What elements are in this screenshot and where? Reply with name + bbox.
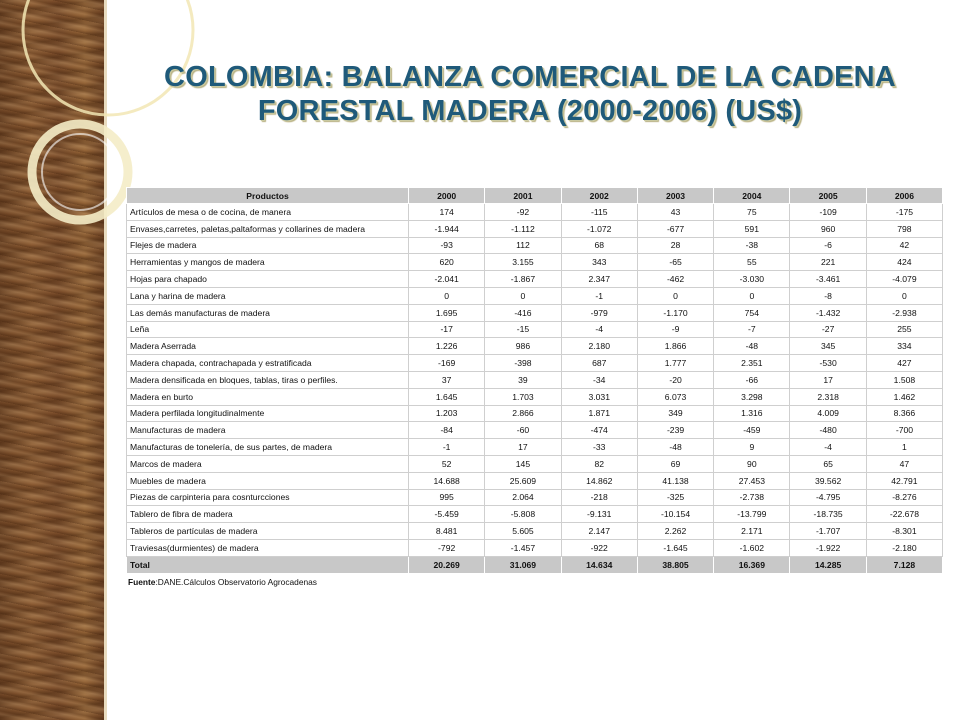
product-name-cell: Lana y harina de madera	[127, 287, 409, 304]
value-cell: 255	[866, 321, 942, 338]
table-row	[127, 523, 943, 540]
value-cell: 1.871	[561, 405, 637, 422]
value-cell: -1	[409, 439, 485, 456]
value-cell: 42	[866, 237, 942, 254]
value-cell: -5.459	[409, 506, 485, 523]
value-cell: 145	[485, 455, 561, 472]
value-cell: -4.079	[866, 271, 942, 288]
value-cell: -93	[409, 237, 485, 254]
value-cell: -6	[790, 237, 866, 254]
slide-title	[120, 60, 940, 128]
value-cell: -218	[561, 489, 637, 506]
product-name-cell: Flejes de madera	[127, 237, 409, 254]
value-cell: -18.735	[790, 506, 866, 523]
value-cell: 334	[866, 338, 942, 355]
value-cell: 25.609	[485, 472, 561, 489]
header-year: 2002	[561, 188, 637, 204]
product-name-cell: Herramientas y mangos de madera	[127, 254, 409, 271]
value-cell: -474	[561, 422, 637, 439]
value-cell: -700	[866, 422, 942, 439]
value-cell: 349	[637, 405, 713, 422]
product-name-cell: Piezas de carpinteria para cosnturcciones	[127, 489, 409, 506]
header-year: 2005	[790, 188, 866, 204]
table-row	[127, 506, 943, 523]
value-cell: -115	[561, 204, 637, 221]
total-value-cell: 14.285	[790, 556, 866, 573]
header-year: 2000	[409, 188, 485, 204]
trade-balance-table-container	[126, 187, 942, 587]
value-cell: 90	[714, 455, 790, 472]
product-name-cell: Tableros de partículas de madera	[127, 523, 409, 540]
value-cell: 0	[637, 287, 713, 304]
product-name-cell: Artículos de mesa o de cocina, de manera	[127, 204, 409, 221]
product-name-cell: Tablero de fibra de madera	[127, 506, 409, 523]
table-row	[127, 388, 943, 405]
value-cell: -239	[637, 422, 713, 439]
value-cell: 427	[866, 355, 942, 372]
product-name-cell: Marcos de madera	[127, 455, 409, 472]
value-cell: 1	[866, 439, 942, 456]
value-cell: 2.347	[561, 271, 637, 288]
value-cell: 68	[561, 237, 637, 254]
value-cell: -459	[714, 422, 790, 439]
value-cell: -530	[790, 355, 866, 372]
value-cell: 620	[409, 254, 485, 271]
value-cell: -9	[637, 321, 713, 338]
value-cell: -109	[790, 204, 866, 221]
value-cell: 43	[637, 204, 713, 221]
value-cell: 41.138	[637, 472, 713, 489]
product-name-cell: Leña	[127, 321, 409, 338]
value-cell: -20	[637, 371, 713, 388]
value-cell: -27	[790, 321, 866, 338]
value-cell: 8.366	[866, 405, 942, 422]
value-cell: -8.301	[866, 523, 942, 540]
value-cell: -922	[561, 539, 637, 556]
total-value-cell: 7.128	[866, 556, 942, 573]
value-cell: 8.481	[409, 523, 485, 540]
table-row	[127, 371, 943, 388]
value-cell: -66	[714, 371, 790, 388]
value-cell: 55	[714, 254, 790, 271]
total-value-cell: 14.634	[561, 556, 637, 573]
table-row	[127, 439, 943, 456]
table-row	[127, 287, 943, 304]
value-cell: -462	[637, 271, 713, 288]
value-cell: 27.453	[714, 472, 790, 489]
table-row	[127, 405, 943, 422]
value-cell: 75	[714, 204, 790, 221]
value-cell: 960	[790, 220, 866, 237]
value-cell: 2.147	[561, 523, 637, 540]
value-cell: 6.073	[637, 388, 713, 405]
header-productos: Productos	[127, 188, 409, 204]
trade-balance-table	[126, 187, 943, 574]
table-row	[127, 271, 943, 288]
value-cell: 2.171	[714, 523, 790, 540]
total-value-cell: 20.269	[409, 556, 485, 573]
value-cell: 14.862	[561, 472, 637, 489]
value-cell: 9	[714, 439, 790, 456]
source-text: :DANE.Cálculos Observatorio Agrocadenas	[155, 576, 317, 587]
value-cell: -1.432	[790, 304, 866, 321]
title-line-1: COLOMBIA: BALANZA COMERCIAL DE LA CADENA	[164, 61, 896, 93]
value-cell: -1.170	[637, 304, 713, 321]
value-cell: 1.866	[637, 338, 713, 355]
table-row	[127, 489, 943, 506]
value-cell: -1.457	[485, 539, 561, 556]
value-cell: 3.031	[561, 388, 637, 405]
value-cell: 995	[409, 489, 485, 506]
value-cell: -3.461	[790, 271, 866, 288]
value-cell: 82	[561, 455, 637, 472]
value-cell: 112	[485, 237, 561, 254]
value-cell: -175	[866, 204, 942, 221]
value-cell: 1.703	[485, 388, 561, 405]
value-cell: -2.738	[714, 489, 790, 506]
value-cell: 4.009	[790, 405, 866, 422]
value-cell: -1	[561, 287, 637, 304]
value-cell: -792	[409, 539, 485, 556]
product-name-cell: Madera densificada en bloques, tablas, tiras o perfiles.	[127, 371, 409, 388]
table-row	[127, 237, 943, 254]
value-cell: 39	[485, 371, 561, 388]
product-name-cell: Hojas para chapado	[127, 271, 409, 288]
value-cell: 69	[637, 455, 713, 472]
value-cell: -2.938	[866, 304, 942, 321]
table-row	[127, 472, 943, 489]
value-cell: 2.318	[790, 388, 866, 405]
value-cell: 424	[866, 254, 942, 271]
value-cell: 2.180	[561, 338, 637, 355]
product-name-cell: Madera Aserrada	[127, 338, 409, 355]
value-cell: 1.645	[409, 388, 485, 405]
value-cell: -13.799	[714, 506, 790, 523]
value-cell: -48	[637, 439, 713, 456]
header-year: 2003	[637, 188, 713, 204]
value-cell: 0	[714, 287, 790, 304]
product-name-cell: Las demás manufacturas de madera	[127, 304, 409, 321]
header-year: 2001	[485, 188, 561, 204]
value-cell: 1.508	[866, 371, 942, 388]
product-name-cell: Muebles de madera	[127, 472, 409, 489]
value-cell: -9.131	[561, 506, 637, 523]
value-cell: -2.041	[409, 271, 485, 288]
total-value-cell: 31.069	[485, 556, 561, 573]
value-cell: 37	[409, 371, 485, 388]
value-cell: -10.154	[637, 506, 713, 523]
value-cell: -4	[790, 439, 866, 456]
value-cell: 798	[866, 220, 942, 237]
value-cell: -92	[485, 204, 561, 221]
table-row	[127, 321, 943, 338]
total-label-cell: Total	[127, 556, 409, 573]
value-cell: 687	[561, 355, 637, 372]
value-cell: -1.645	[637, 539, 713, 556]
table-row	[127, 539, 943, 556]
table-row	[127, 304, 943, 321]
value-cell: -1.602	[714, 539, 790, 556]
product-name-cell: Manufacturas de madera	[127, 422, 409, 439]
table-row	[127, 204, 943, 221]
value-cell: 39.562	[790, 472, 866, 489]
value-cell: 591	[714, 220, 790, 237]
value-cell: -15	[485, 321, 561, 338]
value-cell: -4	[561, 321, 637, 338]
value-cell: 1.203	[409, 405, 485, 422]
value-cell: -1.922	[790, 539, 866, 556]
value-cell: -979	[561, 304, 637, 321]
value-cell: 343	[561, 254, 637, 271]
value-cell: 52	[409, 455, 485, 472]
value-cell: -8	[790, 287, 866, 304]
table-row	[127, 338, 943, 355]
value-cell: -1.112	[485, 220, 561, 237]
value-cell: 14.688	[409, 472, 485, 489]
table-row	[127, 355, 943, 372]
table-row	[127, 254, 943, 271]
table-row	[127, 455, 943, 472]
value-cell: 1.316	[714, 405, 790, 422]
value-cell: 17	[485, 439, 561, 456]
value-cell: -3.030	[714, 271, 790, 288]
value-cell: -1.867	[485, 271, 561, 288]
value-cell: -416	[485, 304, 561, 321]
value-cell: 0	[866, 287, 942, 304]
product-name-cell: Madera perfilada longitudinalmente	[127, 405, 409, 422]
value-cell: 3.155	[485, 254, 561, 271]
source-label: Fuente	[128, 576, 156, 587]
value-cell: 0	[409, 287, 485, 304]
product-name-cell: Madera en burto	[127, 388, 409, 405]
value-cell: -7	[714, 321, 790, 338]
value-cell: -38	[714, 237, 790, 254]
value-cell: -17	[409, 321, 485, 338]
value-cell: -5.808	[485, 506, 561, 523]
value-cell: 221	[790, 254, 866, 271]
value-cell: -398	[485, 355, 561, 372]
value-cell: 2.351	[714, 355, 790, 372]
value-cell: 17	[790, 371, 866, 388]
value-cell: 0	[485, 287, 561, 304]
product-name-cell: Traviesas(durmientes) de madera	[127, 539, 409, 556]
value-cell: -22.678	[866, 506, 942, 523]
value-cell: -4.795	[790, 489, 866, 506]
value-cell: 754	[714, 304, 790, 321]
table-body	[127, 204, 943, 574]
value-cell: -169	[409, 355, 485, 372]
value-cell: 1.462	[866, 388, 942, 405]
value-cell: 28	[637, 237, 713, 254]
value-cell: 2.064	[485, 489, 561, 506]
value-cell: 1.695	[409, 304, 485, 321]
value-cell: 2.262	[637, 523, 713, 540]
value-cell: 1.226	[409, 338, 485, 355]
title-line-2: FORESTAL MADERA (2000-2006) (US$)	[257, 95, 803, 127]
value-cell: 5.605	[485, 523, 561, 540]
product-name-cell: Madera chapada, contrachapada y estratificada	[127, 355, 409, 372]
value-cell: 3.298	[714, 388, 790, 405]
total-value-cell: 16.369	[714, 556, 790, 573]
value-cell: 345	[790, 338, 866, 355]
value-cell: 47	[866, 455, 942, 472]
value-cell: 65	[790, 455, 866, 472]
product-name-cell: Manufacturas de tonelería, de sus partes, de madera	[127, 439, 409, 456]
value-cell: 1.777	[637, 355, 713, 372]
value-cell: 174	[409, 204, 485, 221]
value-cell: -48	[714, 338, 790, 355]
value-cell: -60	[485, 422, 561, 439]
total-row	[127, 556, 943, 573]
header-year: 2004	[714, 188, 790, 204]
value-cell: -34	[561, 371, 637, 388]
value-cell: 2.866	[485, 405, 561, 422]
header-year: 2006	[866, 188, 942, 204]
value-cell: -325	[637, 489, 713, 506]
value-cell: -2.180	[866, 539, 942, 556]
product-name-cell: Envases,carretes, paletas,paltaformas y collarines de madera	[127, 220, 409, 237]
value-cell: -84	[409, 422, 485, 439]
table-row	[127, 220, 943, 237]
value-cell: -1.707	[790, 523, 866, 540]
value-cell: -1.944	[409, 220, 485, 237]
value-cell: 986	[485, 338, 561, 355]
value-cell: -8.276	[866, 489, 942, 506]
table-header-row	[127, 188, 943, 204]
value-cell: -677	[637, 220, 713, 237]
value-cell: -33	[561, 439, 637, 456]
value-cell: 42.791	[866, 472, 942, 489]
total-value-cell: 38.805	[637, 556, 713, 573]
source-note	[126, 577, 942, 587]
table-row	[127, 422, 943, 439]
value-cell: -1.072	[561, 220, 637, 237]
value-cell: -65	[637, 254, 713, 271]
value-cell: -480	[790, 422, 866, 439]
